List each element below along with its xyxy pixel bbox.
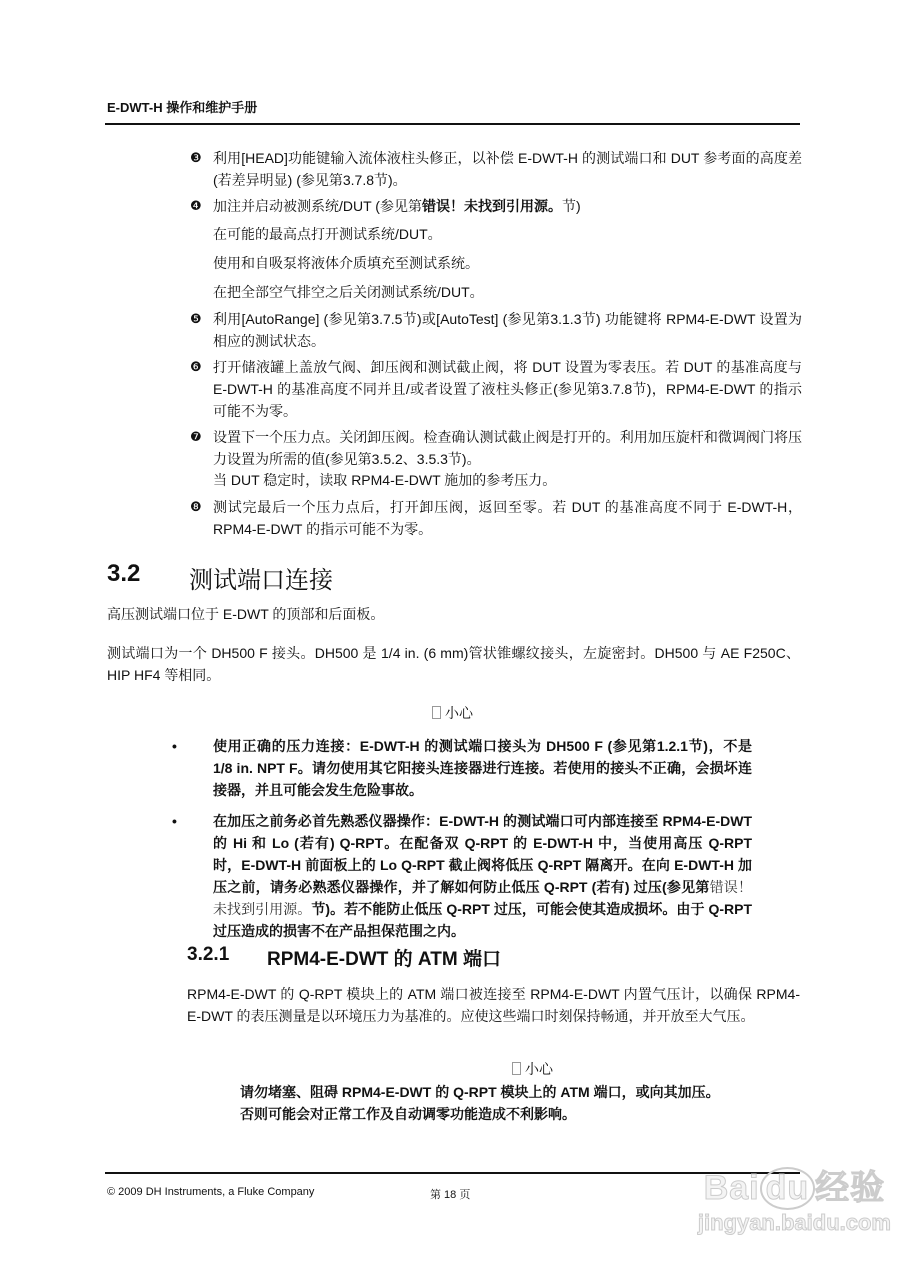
caution-label: 小心 [525, 1061, 553, 1077]
error-ref: 错误！未找到引用源。 [421, 198, 562, 214]
paragraph: 测试端口为一个 DH500 F 接头。DH500 是 1/4 in. (6 mm)管状锥螺纹接头，左旋密封。DH500 与 AE F250C、HIP HF4 等相同。 [107, 645, 800, 683]
subsection-heading [187, 944, 501, 970]
caution-heading [80, 1059, 905, 1079]
step-text: 利用[HEAD]功能键输入流体液柱头修正，以补偿 E-DWT-H 的测试端口和 DUT 参考面的高度差(若差异明显) (参见第3.7.8节)。 [213, 150, 802, 188]
subsection-number: 3.2.1 [187, 944, 230, 965]
substep: 在可能的最高点打开测试系统/DUT。 [213, 226, 442, 242]
paragraph: RPM4-E-DWT 的 Q-RPT 模块上的 ATM 端口被连接至 RPM4-E-DWT 内置气压计，以确保 RPM4-E-DWT 的表压测量是以环境压力为基准的。应使这些端口时刻保持畅通，并开放至大气压。 [187, 986, 800, 1024]
caution-line: 否则可能会对正常工作及自动调零功能造成不利影响。 [240, 1106, 576, 1122]
caution-line: 请勿堵塞、阻碍 RPM4-E-DWT 的 Q-RPT 模块上的 ATM 端口，或向其加压。 [240, 1084, 720, 1100]
caution-bullet [172, 810, 752, 942]
error-ref: 错误！未找到引用源。 [213, 879, 752, 917]
step-text: 设置下一个压力点。关闭卸压阀。检查确认测试截止阀是打开的。利用加压旋杆和微调阀门将压力设置为所需的值(参见第3.5.2、3.5.3节)。 [213, 429, 802, 467]
step-text: 加注并启动被测系统/DUT (参见第 [213, 198, 422, 214]
section-title: 测试端口连接 [189, 567, 333, 594]
bullet-icon: • [172, 813, 177, 829]
watermark-logo: Bai du 经验 [698, 1160, 891, 1210]
step-3 [190, 147, 802, 191]
caution-bullet [172, 735, 752, 801]
substep: 当 DUT 稳定时，读取 RPM4-E-DWT 施加的参考压力。 [213, 472, 557, 488]
section-heading [107, 560, 333, 594]
step-6 [190, 356, 802, 422]
step-4 [190, 195, 802, 217]
step-text: 打开储液罐上盖放气阀、卸压阀和测试截止阀，将 DUT 设置为零表压。若 DUT 的基准高度与 E-DWT-H 的基准高度不同并且/或者设置了液柱头修正(参见第3.7.8节)，RPM4-E-DWT 的指示可能不为零。 [213, 359, 802, 419]
bullet-icon: • [172, 738, 177, 754]
section-number: 3.2 [107, 560, 141, 587]
footer-copyright: © 2009 DH Instruments, a Fluke Company [107, 1186, 315, 1198]
caution-heading [0, 703, 905, 723]
substep: 使用和自吸泵将液体介质填充至测试系统。 [213, 255, 479, 271]
step-number: ❻ [190, 359, 202, 374]
watermark-url: jingyan.baidu.com [697, 1210, 891, 1235]
paragraph: 高压测试端口位于 E-DWT 的顶部和后面板。 [107, 606, 385, 622]
footer-rule [105, 1172, 800, 1174]
step-number: ❽ [190, 499, 202, 514]
step-5 [190, 308, 802, 352]
step-number: ❺ [190, 311, 202, 326]
step-text-end: 节) [561, 198, 581, 214]
running-header: E-DWT-H 操作和维护手册 [107, 100, 258, 115]
caution-label: 小心 [445, 705, 473, 721]
step-7 [190, 426, 802, 470]
step-number: ❸ [190, 150, 202, 165]
step-number: ❹ [190, 198, 202, 213]
step-text: 利用[AutoRange] (参见第3.7.5节)或[AutoTest] (参见第3.1.3节) 功能键将 RPM4-E-DWT 设置为相应的测试状态。 [213, 311, 802, 349]
footer-page-number: 第 18 页 [430, 1189, 471, 1201]
bullet-text: 使用正确的压力连接：E-DWT-H 的测试端口接头为 DH500 F (参见第1.2.1节)，不是 1/8 in. NPT F。请勿使用其它阳接头连接器进行连接。若使用的接头不正确，会损坏连接器，并且可能会发生危险事故。 [213, 738, 752, 798]
step-text: 测试完最后一个压力点后，打开卸压阀，返回至零。若 DUT 的基准高度不同于 E-DWT-H，RPM4-E-DWT 的指示可能不为零。 [213, 499, 802, 537]
bullet-text-end: 节)。若不能防止低压 Q-RPT 过压，可能会使其造成损坏。由于 Q-RPT 过压造成的损害不在产品担保范围之内。 [213, 901, 752, 939]
baidu-watermark [698, 1160, 891, 1236]
header-rule [105, 123, 800, 125]
step-number: ❼ [190, 429, 202, 444]
step-8 [190, 496, 802, 540]
subsection-title: RPM4-E-DWT 的 ATM 端口 [267, 949, 501, 970]
substep: 在把全部空气排空之后关闭测试系统/DUT。 [213, 284, 484, 300]
bullet-text: 在加压之前务必首先熟悉仪器操作：E-DWT-H 的测试端口可内部连接至 RPM4-E-DWT 的 Hi 和 Lo (若有) Q-RPT。在配备双 Q-RPT 的 E-DWT-H 中，当使用高压 Q-RPT 时，E-DWT-H 前面板上的 Lo Q-RPT 截止阀将低压 Q-RPT 隔离开。在向 E-DWT-H 加压之前，请务必熟悉仪器操作，并了解如何防止低压 Q-RPT (若有) 过压(参见第 [213, 813, 752, 895]
caution-icon [512, 1062, 521, 1075]
caution-text [240, 1081, 720, 1125]
caution-icon [432, 706, 441, 719]
